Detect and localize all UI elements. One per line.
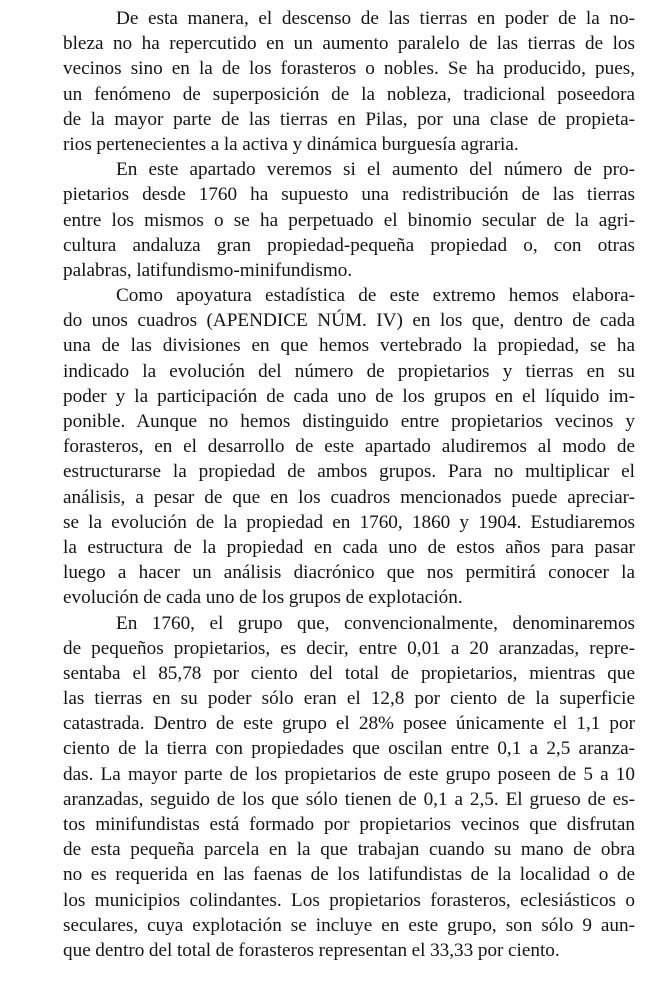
text-line: indicado la evolución del número de propietarios y tierras en su — [63, 360, 635, 382]
text-line: de esta pequeña parcela en la que trabajan cuando su mano de obra — [63, 839, 635, 861]
text-line: ponible. Aunque no hemos distinguido entre propietarios vecinos y — [63, 411, 635, 432]
text-line: análisis, a pesar de que en los cuadros mencionados puede apreciar- — [63, 486, 635, 508]
text-line: entre los mismos o se ha perpetuado el binomio secular de la agri- — [63, 209, 635, 231]
text-line: Como apoyatura estadística de este extremo hemos elabora- — [116, 285, 635, 307]
text-line: de la mayor parte de las tierras en Pilas, por una clase de propieta- — [63, 108, 635, 130]
text-line: aranzadas, seguido de los que sólo tienen de 0,1 a 2,5. El grueso de es- — [63, 788, 635, 810]
text-line: das. La mayor parte de los propietarios de este grupo poseen de 5 a 10 — [63, 763, 635, 785]
text-line: estructurarse la propiedad de ambos grupos. Para no multiplicar el — [63, 461, 635, 483]
text-line: que dentro del total de forasteros representan el 33,33 por ciento. — [63, 939, 560, 961]
text-line: catastrada. Dentro de este grupo el 28% posee únicamente el 1,1 por — [63, 713, 635, 735]
text-line: la estructura de la propiedad en cada uno de estos años para pasar — [63, 536, 635, 558]
text-line: poder y la participación de cada uno de los grupos en el líquido im- — [63, 385, 635, 407]
text-line: sentaba el 85,78 por ciento del total de propietarios, mientras que — [63, 662, 635, 684]
text-line: luego a hacer un análisis diacrónico que nos permitirá conocer la — [63, 562, 635, 584]
text-line: cultura andaluza gran propiedad-pequeña propiedad o, con otras — [63, 234, 635, 256]
text-line: rios pertenecientes a la activa y dinámica burguesía agraria. — [63, 133, 519, 155]
text-line: las tierras en su poder sólo eran el 12,8 por ciento de la superficie — [63, 688, 635, 710]
text-line: do unos cuadros (APENDICE NÚM. IV) en los que, dentro de cada — [63, 310, 635, 332]
text-line: En 1760, el grupo que, convencionalmente, denominaremos — [116, 612, 635, 634]
text-line: no es requerida en las faenas de los latifundistas de la localidad o de — [63, 864, 635, 886]
text-line: los municipios colindantes. Los propietarios forasteros, eclesiásticos o — [63, 889, 635, 911]
paragraph-statistical-support — [10, 283, 635, 610]
text-line: palabras, latifundismo-minifundismo. — [63, 259, 353, 281]
paragraph-section-aim — [10, 157, 635, 283]
text-line: De esta manera, el descenso de las tierras en poder de la no- — [116, 8, 635, 29]
text-line: evolución de cada uno de los grupos de explotación. — [63, 587, 463, 609]
text-line: ciento de la tierra con propiedades que oscilan entre 0,1 a 2,5 aranza- — [63, 738, 635, 760]
text-line: una de las divisiones en que hemos vertebrado la propiedad, se ha — [63, 335, 635, 357]
text-line: un fenómeno de superposición de la nobleza, tradicional poseedora — [63, 83, 635, 105]
text-line: tos minifundistas está formado por propietarios vecinos que disfrutan — [63, 814, 635, 835]
text-line: vecinos sino en la de los forasteros o nobles. Se ha producido, pues, — [63, 58, 635, 80]
text-line: se la evolución de la propiedad en 1760, 1860 y 1904. Estudiaremos — [63, 511, 635, 533]
paragraph-nobility-decline — [10, 6, 635, 157]
text-line: En este apartado veremos si el aumento del número de pro- — [116, 159, 635, 181]
text-line: pietarios desde 1760 ha supuesto una redistribución de las tierras — [63, 184, 635, 206]
paragraph-1760-small-owners — [10, 611, 635, 964]
text-line: bleza no ha repercutido en un aumento paralelo de las tierras de los — [63, 33, 635, 55]
text-line: forasteros, en el desarrollo de este apartado aludiremos al modo de — [63, 436, 635, 458]
text-line: de pequeños propietarios, es decir, entre 0,01 a 20 aranzadas, repre- — [63, 637, 635, 659]
text-line: seculares, cuya explotación se incluye en este grupo, son sólo 9 aun- — [63, 914, 635, 936]
